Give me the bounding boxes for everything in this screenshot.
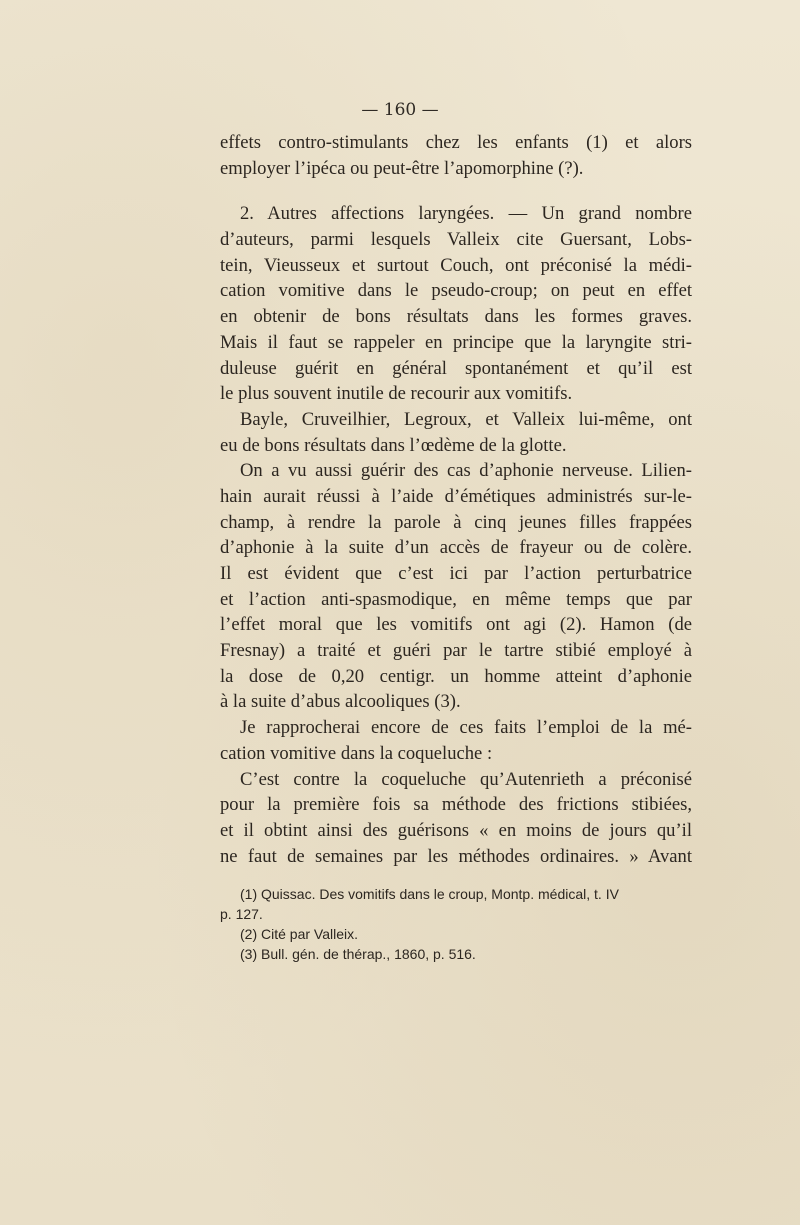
text-line: Mais il faut se rappeler en principe que la laryngite stri-: [220, 331, 692, 353]
paragraph-2: [220, 201, 692, 407]
text-line: à la suite d’abus alcooliques (3).: [220, 691, 461, 713]
text-line: effets contro-stimulants chez les enfants (1) et alors: [220, 132, 692, 153]
page-number: — 160 —: [361, 100, 439, 120]
text-line: champ, à rendre la parole à cinq jeunes filles frappées: [220, 511, 692, 533]
text-line: Je rapprocherai encore de ces faits l’emploi de la mé-: [240, 717, 692, 739]
paragraph-1: [220, 130, 692, 181]
paragraph-6: [220, 767, 692, 870]
text-line: et l’action anti-spasmodique, en même temps que par: [220, 588, 692, 610]
text-line: cation vomitive dans la coqueluche :: [220, 742, 493, 764]
paragraph-5: [220, 715, 692, 766]
text-line: Fresnay) a traité et guéri par le tartre stibié employé à: [220, 640, 692, 662]
text-line: en obtenir de bons résultats dans les formes graves.: [220, 306, 692, 328]
text-line: C’est contre la coqueluche qu’Autenrieth a préconisé: [240, 768, 692, 790]
footnotes: [220, 884, 692, 964]
paragraph-4: [220, 458, 692, 715]
text-line: ne faut de semaines par les méthodes ordinaires. » Avant: [220, 845, 692, 867]
text-line: Bayle, Cruveilhier, Legroux, et Valleix lui-même, ont: [240, 408, 692, 430]
text-line: la dose de 0,20 centigr. un homme atteint d’aphonie: [220, 665, 692, 687]
footnote-line: (1) Quissac. Des vomitifs dans le croup, Montp. médical, t. IV: [240, 886, 619, 902]
text-line: l’effet moral que les vomitifs ont agi (2). Hamon (de: [220, 614, 692, 636]
text-line: eu de bons résultats dans l’œdème de la glotte.: [220, 434, 567, 456]
text-line: hain aurait réussi à l’aide d’émétiques administrés sur-le-: [220, 485, 692, 507]
text-line: duleuse guérit en général spontanément et qu’il est: [220, 357, 692, 379]
footnote-line: (3) Bull. gén. de thérap., 1860, p. 516.: [240, 946, 476, 962]
text-line: 2. Autres affections laryngées. — Un grand nombre: [240, 203, 692, 225]
body-text: [220, 130, 692, 869]
text-line: tein, Vieusseux et surtout Couch, ont préconisé la médi-: [220, 254, 692, 276]
paragraph-3: [220, 407, 692, 458]
footnote-1: [220, 884, 692, 924]
text-line: et il obtint ainsi des guérisons « en moins de jours qu’il: [220, 819, 692, 841]
text-line: d’auteurs, parmi lesquels Valleix cite Guersant, Lobs-: [220, 229, 692, 251]
footnote-2: [220, 924, 692, 944]
footnote-3: [220, 944, 692, 964]
text-line: d’aphonie à la suite d’un accès de frayeur ou de colère.: [220, 537, 692, 559]
text-line: cation vomitive dans le pseudo-croup; on peut en effet: [220, 280, 692, 302]
text-line: On a vu aussi guérir des cas d’aphonie nerveuse. Lilien-: [240, 460, 692, 482]
text-line: employer l’ipéca ou peut-être l’apomorphine (?).: [220, 157, 584, 179]
text-line: Il est évident que c’est ici par l’action perturbatrice: [220, 563, 692, 584]
footnote-line: p. 127.: [220, 906, 263, 922]
footnote-line: (2) Cité par Valleix.: [240, 926, 359, 942]
text-line: le plus souvent inutile de recourir aux vomitifs.: [220, 383, 573, 405]
text-line: pour la première fois sa méthode des frictions stibiées,: [220, 794, 692, 816]
